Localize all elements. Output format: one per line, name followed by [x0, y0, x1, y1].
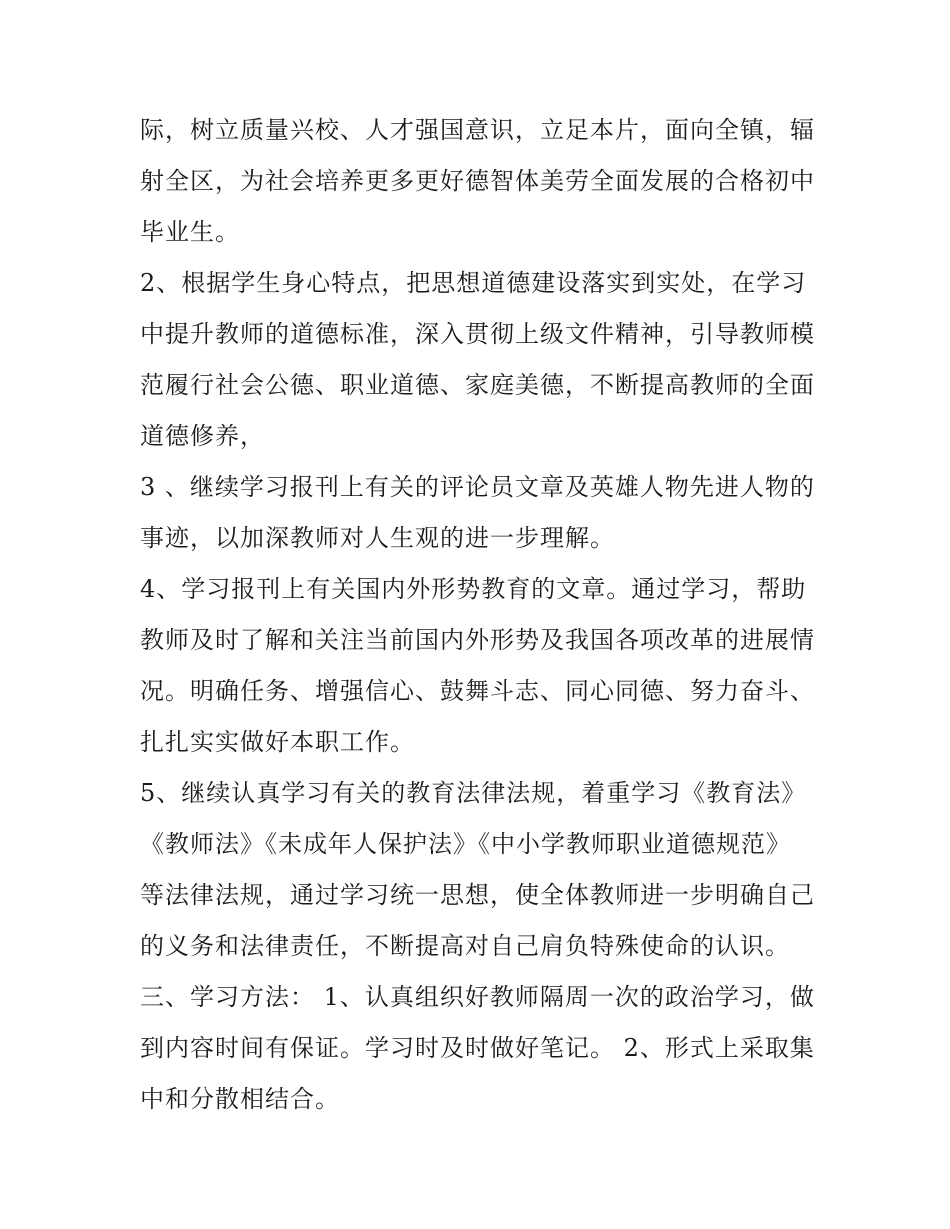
text-line: 毕业生。 [140, 218, 240, 246]
text-line: 等法律法规，通过学习统一思想，使全体教师进一步明确自己 [140, 881, 815, 909]
text-line: 5、继续认真学习有关的教育法律法规，着重学习《教育法》 [140, 779, 807, 807]
body-text [140, 105, 820, 1125]
text-line: 三、学习方法： 1、认真组织好教师隔周一次的政治学习，做 [140, 983, 815, 1011]
text-line: 中提升教师的道德标准，深入贯彻上级文件精神，引导教师模 [140, 320, 815, 348]
text-line: 3 、继续学习报刊上有关的评论员文章及英雄人物先进人物的 [140, 473, 815, 501]
text-line: 2、根据学生身心特点，把思想道德建设落实到实处，在学习 [140, 269, 807, 297]
text-line: 事迹，以加深教师对人生观的进一步理解。 [140, 524, 615, 552]
text-line: 道德修养， [140, 422, 265, 450]
text-line: 射全区，为社会培养更多更好德智体美劳全面发展的合格初中 [140, 167, 815, 195]
text-line: 况。明确任务、增强信心、鼓舞斗志、同心同德、努力奋斗、 [140, 677, 815, 705]
text-line: 的义务和法律责任，不断提高对自己肩负特殊使命的认识。 [140, 932, 790, 960]
text-line: 《教师法》《未成年人保护法》《中小学教师职业道德规范》 [140, 830, 791, 858]
text-line: 教师及时了解和关注当前国内外形势及我国各项改革的进展情 [140, 626, 815, 654]
text-line: 际，树立质量兴校、人才强国意识，立足本片，面向全镇，辐 [140, 116, 815, 144]
text-line: 4、学习报刊上有关国内外形势教育的文章。通过学习，帮助 [140, 575, 807, 603]
text-line: 到内容时间有保证。学习时及时做好笔记。 2、形式上采取集 [140, 1034, 815, 1062]
text-line: 中和分散相结合。 [140, 1085, 340, 1113]
text-line: 扎扎实实做好本职工作。 [140, 728, 415, 756]
text-line: 范履行社会公德、职业道德、家庭美德，不断提高教师的全面 [140, 371, 815, 399]
